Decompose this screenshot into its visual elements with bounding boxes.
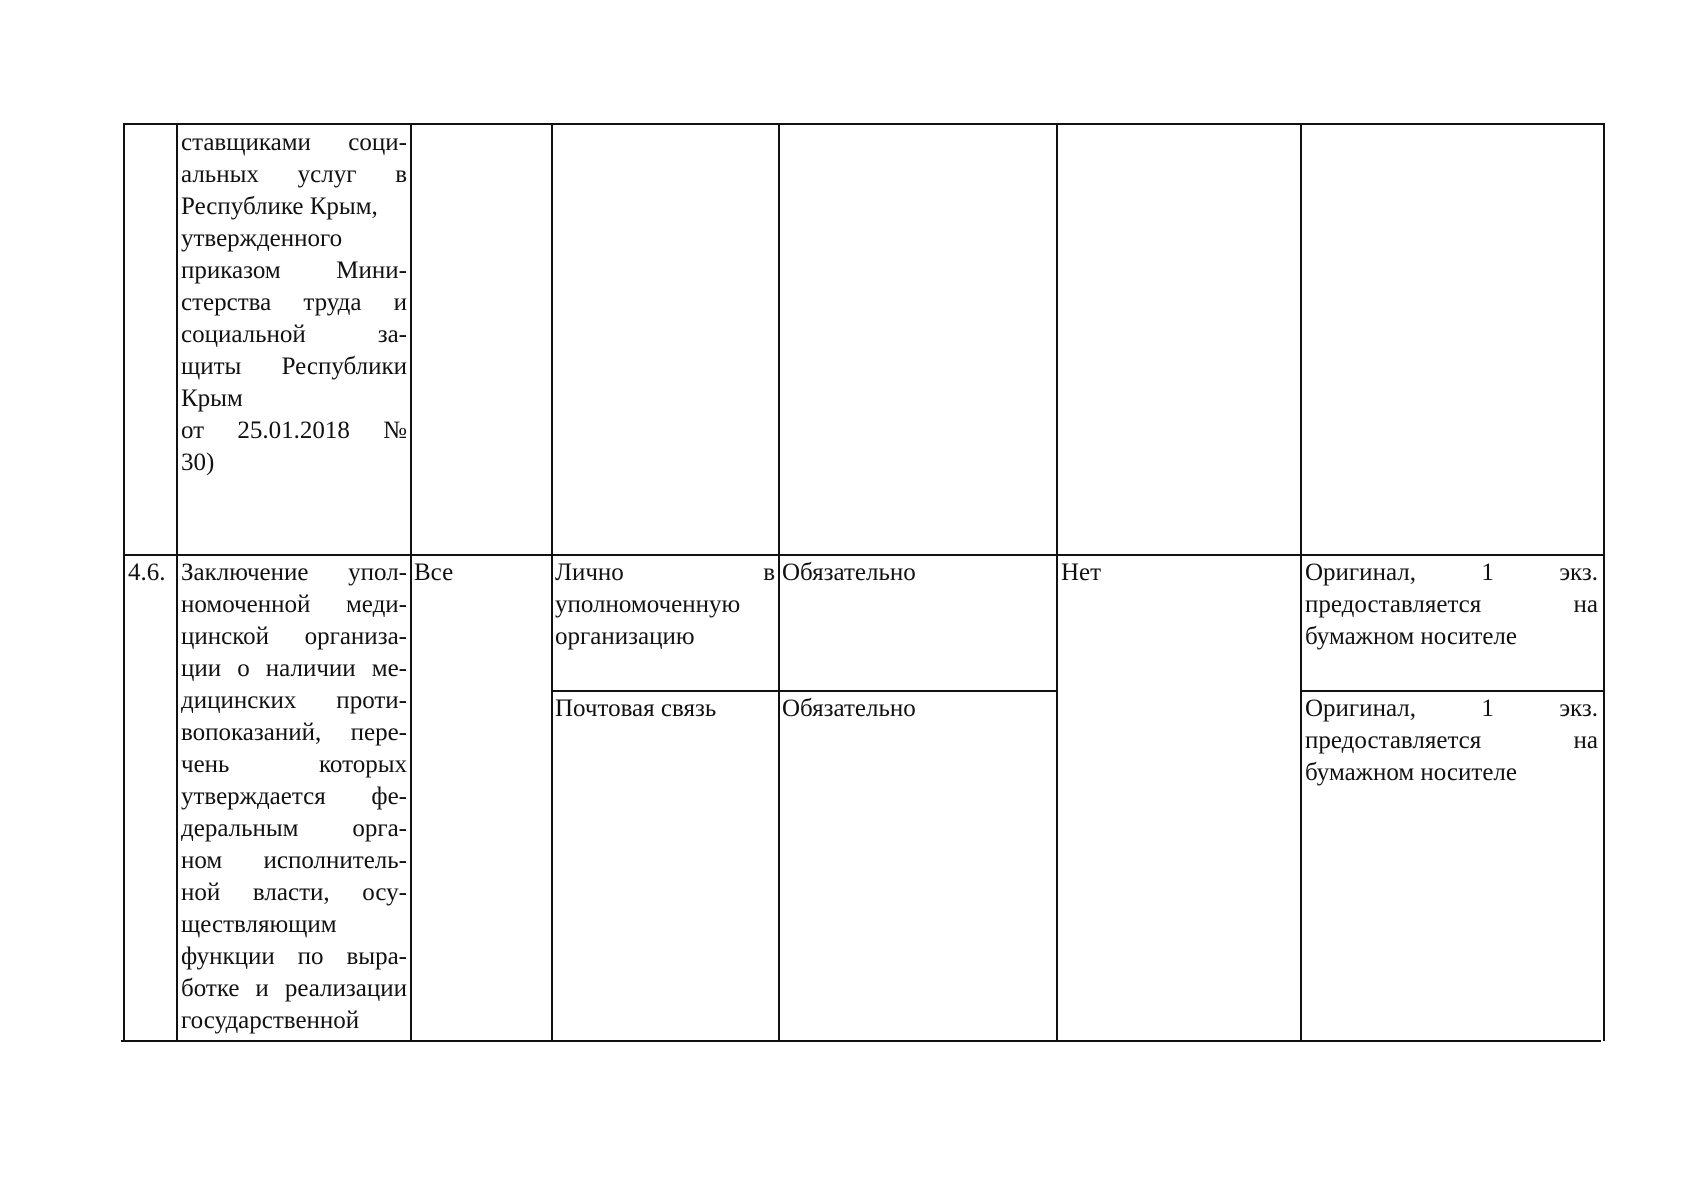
text-line: утверждается фе- (181, 783, 407, 810)
applicant-category: Все (414, 559, 454, 586)
method-divider (551, 690, 1056, 692)
text-line: Республике Крым, (181, 193, 378, 220)
text-line: номоченной меди- (181, 591, 407, 618)
interagency-request: Нет (1061, 559, 1102, 586)
submission-method-post (555, 693, 775, 725)
text-line: ном исполнитель- (181, 847, 407, 874)
row-divider (123, 554, 1603, 556)
text-line: ставщиками соци- (181, 129, 407, 156)
table-top-border (123, 123, 1603, 125)
text-line: стерства труда и (181, 289, 407, 316)
column-divider (551, 123, 553, 1041)
table-right-border (1603, 123, 1605, 1041)
text-line: чень которых (181, 751, 407, 778)
text-line: уполномоченную (555, 591, 741, 618)
text-line: 30) (181, 449, 215, 476)
text-line: предоставляется на (1305, 727, 1598, 754)
text-line: Заключение упол- (181, 559, 407, 586)
text-line: бумажном носителе (1305, 623, 1517, 650)
document-form (1305, 693, 1598, 789)
text-line: Оригинал, 1 экз. (1305, 559, 1598, 586)
table-left-border (123, 123, 125, 1041)
column-divider (176, 123, 178, 1041)
text-line: ществляющим (181, 911, 337, 938)
row-4-6-document-name (181, 557, 407, 1037)
text-line: ной власти, осу- (181, 879, 407, 906)
column-divider (778, 123, 780, 1041)
text-line: государственной (181, 1007, 360, 1034)
text-line: дицинских проти- (181, 687, 407, 714)
text-line: деральным орга- (181, 815, 407, 842)
text-line: социальной за- (181, 321, 407, 348)
text-line: щиты Республики (181, 353, 407, 380)
table-bottom-border (121, 1040, 1601, 1042)
text-line: Почтовая связь (555, 695, 717, 722)
text-line: вопоказаний, пере- (181, 719, 407, 746)
text-line: утвержденного (181, 225, 343, 252)
text-line: приказом Мини- (181, 257, 407, 284)
row-number: 4.6. (128, 559, 166, 586)
text-line: Оригинал, 1 экз. (1305, 695, 1598, 722)
column-divider (1056, 123, 1058, 1041)
text-line: цинской организа- (181, 623, 407, 650)
text-line: бумажном носителе (1305, 759, 1517, 786)
text-line: ции о наличии ме- (181, 655, 407, 682)
text-line: ботке и реализации (181, 975, 407, 1002)
prev-row-document-name (181, 127, 407, 479)
requirement-status: Обязательно (782, 559, 916, 586)
form-divider (1300, 690, 1603, 692)
column-divider (1300, 123, 1302, 1041)
text-line: организацию (555, 623, 695, 650)
requirement-status: Обязательно (782, 695, 916, 722)
column-divider (410, 123, 412, 1041)
submission-method-in-person (555, 557, 775, 653)
text-line: функции по выра- (181, 943, 407, 970)
text-line: Крым (181, 385, 243, 412)
text-line: предоставляется на (1305, 591, 1598, 618)
text-line: альных услуг в (181, 161, 407, 188)
document-form (1305, 557, 1598, 653)
text-line: от 25.01.2018 № (181, 417, 407, 444)
text-line: Лично в (555, 559, 775, 586)
